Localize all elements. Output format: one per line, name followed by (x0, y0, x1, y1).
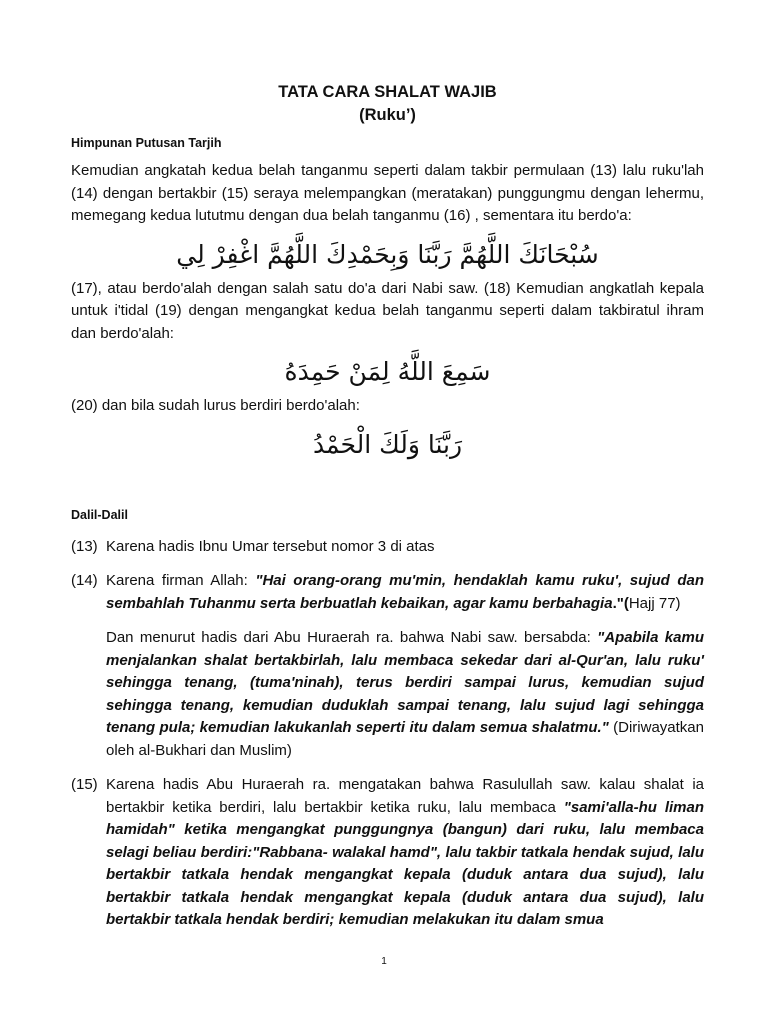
dalil-item-14 (71, 570, 704, 615)
dalil-quote-end: ."( (612, 594, 629, 612)
document-subtitle: (Ruku’) (359, 106, 416, 124)
dalil-quote: "Hai orang-orang mu'min, hendaklah kamu ruku', sujud dan sembahlah Tuhanmu serta berbuatlah kebaikan, agar kamu berbahagia (106, 572, 704, 612)
arabic-prayer-samiallah: سَمِعَ اللَّهُ لِمَنْ حَمِدَهُ (284, 357, 491, 386)
intro-paragraph: Kemudian angkatah kedua belah tanganmu seperti dalam takbir permulaan (13) lalu ruku'lah (14) dengan bertakbir (15) seraya melempangkan (meratakan) punggungmu dengan lehermu, memegang kedua lututmu dengan dua belah tanganmu (16) , sementara itu berdo'a: (71, 162, 704, 224)
dalil-prefix: Karena hadis Abu Huraerah ra. mengatakan bahwa Rasulullah saw. kalau shalat ia bertakbir ketika berdiri, lalu bertakbir ketika ruku, lalu membaca (106, 776, 704, 816)
dalil-text (106, 570, 704, 615)
dalil-text: Karena hadis Ibnu Umar tersebut nomor 3 di atas (106, 537, 435, 555)
paragraph-itidal: (17), atau berdo'alah dengan salah satu do'a dari Nabi saw. (18) Kemudian angkatlah kepala untuk i'tidal (19) dengan mengangkat kedua belah tanganmu seperti dalam takbiratul ihram dan berdo'alah: (71, 279, 704, 342)
dalil-item-15 (71, 774, 704, 932)
dalil-number: (13) (71, 537, 98, 555)
source-label: Himpunan Putusan Tarjih (71, 136, 222, 150)
dalil-item-13 (71, 536, 704, 559)
dalil-suffix: (Diriwayatkan oleh al-Bukhari dan Muslim) (106, 719, 704, 759)
page-number: 1 (381, 956, 387, 967)
paragraph-berdiri: (20) dan bila sudah lurus berdiri berdo'alah: (71, 397, 360, 414)
dalil-number: (14) (71, 572, 98, 589)
arabic-prayer-rabbana: رَبَّنَا وَلَكَ الْحَمْدُ (312, 429, 463, 459)
dalil-number: (15) (71, 776, 98, 793)
dalil-quote: "sami'alla-hu liman hamidah" ketika mengangkat punggungnya (bangun) dari ruku, lalu membaca selagi beliau berdiri:"Rabbana- walakal hamd", lalu takbir tatkala hendak sujud, lalu bertakbir tatkala hendak mengangkat kepala (duduk antara dua sujud), lalu bertakbir tatkala hendak mengangkat kepala (duduk antara dua sujud), lalu bertakbir tatkala hendak berdiri; kemudian melakukan itu dalam smua (106, 798, 704, 928)
arabic-prayer-ruku: سُبْحَانَكَ اللَّهُمَّ رَبَّنَا وَبِحَمْدِكَ اللَّهُمَّ اغْفِرْ لِي (176, 239, 599, 269)
dalil-prefix: Karena firman Allah: (106, 572, 256, 589)
dalil-prefix: Dan menurut hadis dari Abu Huraerah ra. bahwa Nabi saw. bersabda: (106, 629, 598, 646)
document-title: TATA CARA SHALAT WAJIB (278, 83, 497, 101)
dalil-item-14-hadis (106, 627, 704, 762)
dalil-reference: Hajj 77) (628, 594, 681, 612)
dalil-quote: "Apabila kamu menjalankan shalat bertakbirlah, lalu membaca sekedar dari al-Qur'an, lalu ruku' sehingga tenang, (tuma'ninah), terus berdiri sampai lurus, kemudian sujud sehingga tenang, kemudian duduklah sampai tenang, lalu sujud lagi sehingga tenang pula; kemudian lakukanlah seperti itu dalam semua shalatmu." (106, 629, 704, 736)
dalil-title: Dalil-Dalil (71, 507, 128, 522)
document-content (71, 0, 704, 932)
dalil-text (106, 774, 704, 932)
